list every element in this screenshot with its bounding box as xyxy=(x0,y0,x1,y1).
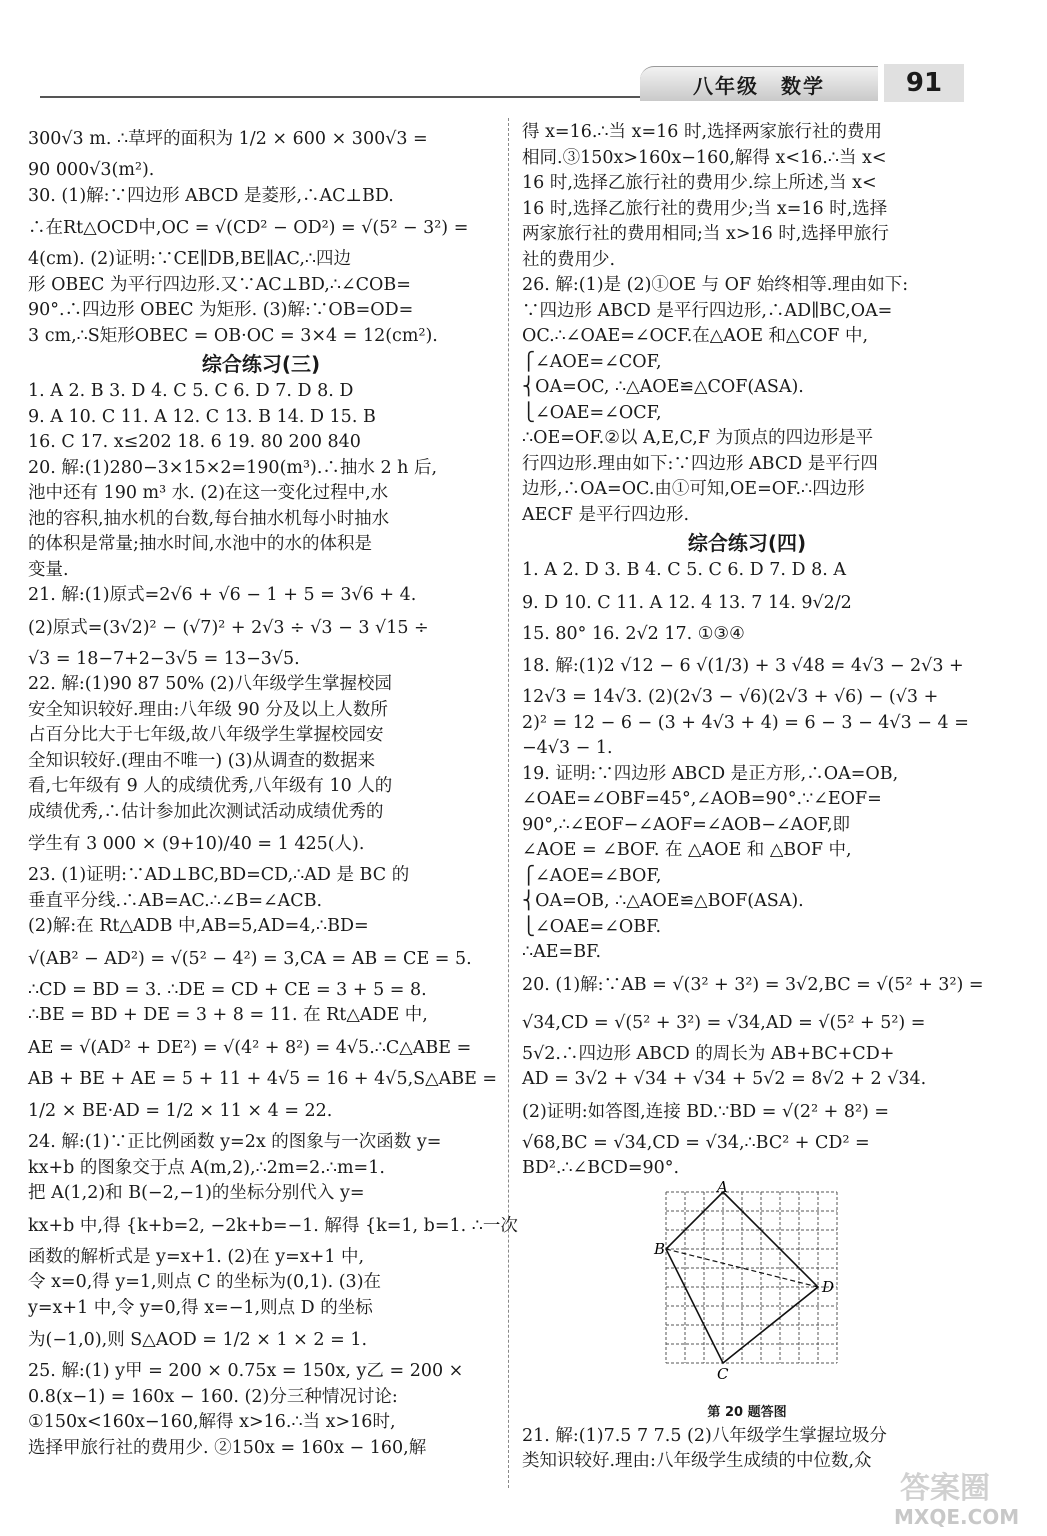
text-line: 15. 80° 16. 2√2 17. ①③④ xyxy=(522,623,745,644)
text-line: 两家旅行社的费用相同;当 x>16 时,选择甲旅行 xyxy=(522,224,889,244)
text-line: AE = √(AD² + DE²) = √(4² + 8²) = 4√5.∴C△ABE = xyxy=(28,1037,472,1058)
grade-label: 八年级 xyxy=(693,73,759,98)
text-line: AD = 3√2 + √34 + √34 + 5√2 = 8√2 + 2 √34. xyxy=(522,1069,927,1089)
text-line: 函数的解析式是 y=x+1. (2)在 y=x+1 中, xyxy=(28,1246,365,1267)
text-line: 把 A(1,2)和 B(−2,−1)的坐标分别代入 y= xyxy=(28,1183,365,1203)
text-line: 26. 解:(1)是 (2)①OE 与 OF 始终相等.理由如下: xyxy=(522,275,909,295)
text-line: 为(−1,0),则 S△AOD = 1/2 × 1 × 2 = 1. xyxy=(28,1330,368,1350)
text-line: 23. (1)证明:∵AD⊥BC,BD=CD,∴AD 是 BC 的 xyxy=(28,865,410,885)
text-line: 变量. xyxy=(28,559,69,580)
text-line: 类知识较好.理由:八年级学生成绩的中位数,众 xyxy=(522,1451,872,1471)
text-line: AB + BE + AE = 5 + 11 + 4√5 = 16 + 4√5,S△ABE = xyxy=(28,1068,498,1089)
text-line: 25. 解:(1) y甲 = 200 × 0.75x = 150x, y乙 = 200 × xyxy=(28,1361,464,1381)
text-line: 全知识较好.(理由不唯一) (3)从调查的数据来 xyxy=(28,750,376,771)
text-line: OC.∴∠OAE=∠OCF.在△AOE 和△COF 中, xyxy=(522,326,869,346)
text-line: kx+b 的图象交于点 A(m,2),∴2m=2.∴m=1. xyxy=(28,1157,385,1178)
text-line: 池中还有 190 m³ 水. (2)在这一变化过程中,水 xyxy=(28,483,389,503)
text-line: 3 cm,∴S矩形OBEC = OB·OC = 3×4 = 12(cm²). xyxy=(28,325,438,346)
text-line: 0.8(x−1) = 160x − 160. (2)分三种情况讨论: xyxy=(28,1386,398,1407)
text-line: 成绩优秀,∴估计参加此次测试活动成绩优秀的 xyxy=(28,801,384,822)
text-line: 1/2 × BE·AD = 1/2 × 11 × 4 = 22. xyxy=(28,1101,333,1121)
grid-quadrilateral-diagram xyxy=(654,1177,856,1392)
text-line: AECF 是平行四边形. xyxy=(522,504,690,525)
text-line: y=x+1 中,令 y=0,得 x=−1,则点 D 的坐标 xyxy=(28,1297,373,1318)
text-line: √3 = 18−7+2−3√5 = 13−3√5. xyxy=(28,648,300,669)
column-divider xyxy=(508,118,509,1488)
text-line: 行四边形.理由如下:∵四边形 ABCD 是平行四 xyxy=(522,453,878,474)
text-line: ⎩∠OAE=∠OCF, xyxy=(522,402,662,423)
text-line: 18. 解:(1)2 √12 − 6 √(1/3) + 3 √48 = 4√3 − 2√3 + xyxy=(522,656,964,676)
text-line: (2)证明:如答图,连接 BD.∵BD = √(2² + 8²) = xyxy=(522,1101,890,1122)
text-line: 的体积是常量;抽水时间,水池中的水的体积是 xyxy=(28,534,372,554)
text-line: 垂直平分线.∴AB=AC.∴∠B=∠ACB. xyxy=(28,890,323,911)
text-line: 4(cm). (2)证明:∵CE∥DB,BE∥AC,∴四边 xyxy=(28,249,352,269)
text-line: 90°,∴∠EOF−∠AOF=∠AOB−∠AOF,即 xyxy=(522,814,851,835)
text-line: 20. 解:(1)280−3×15×2=190(m³).∴抽水 2 h 后, xyxy=(28,457,438,478)
text-line: 相同.③150x>160x−160,解得 x<16.∴当 x< xyxy=(522,147,887,168)
watermark-url: MXQE.COM xyxy=(894,1505,1020,1529)
text-line: 令 x=0,得 y=1,则点 C 的坐标为(0,1). (3)在 xyxy=(28,1272,382,1292)
section-title: 综合练习(三) xyxy=(201,352,321,376)
text-line: 1. A 2. B 3. D 4. C 5. C 6. D 7. D 8. D xyxy=(28,381,354,401)
text-line: 安全知识较好.理由:八年级 90 分及以上人数所 xyxy=(28,699,388,720)
text-line: ∴AE=BF. xyxy=(522,942,602,962)
text-line: 社的费用少. xyxy=(522,249,616,270)
text-line: 9. D 10. C 11. A 12. 4 13. 7 14. 9√2/2 xyxy=(522,592,852,613)
text-line: 占百分比大于七年级,故八年级学生掌握校园安 xyxy=(28,725,384,745)
page-number: 91 xyxy=(884,64,964,102)
text-line: 看,七年级有 9 人的成绩优秀,八年级有 10 人的 xyxy=(28,776,393,796)
right-column xyxy=(522,120,984,1475)
text-line: 16 时,选择乙旅行社的费用少.综上所述,当 x< xyxy=(522,173,877,193)
text-line: 21. 解:(1)原式=2√6 + √6 − 1 + 5 = 3√6 + 4. xyxy=(28,585,417,605)
text-line: 90°.∴四边形 OBEC 为矩形. (3)解:∵OB=OD= xyxy=(28,300,414,320)
section-title: 综合练习(四) xyxy=(687,531,807,555)
text-line: ⎨OA=OB, ∴△AOE≌△BOF(ASA). xyxy=(522,891,804,911)
text-line: 16. C 17. x≤202 18. 6 19. 80 200 840 xyxy=(28,432,361,452)
text-line: (2)解:在 Rt△ADB 中,AB=5,AD=4,∴BD= xyxy=(28,916,369,936)
text-line: √34,CD = √(5² + 3²) = √34,AD = √(5² + 5²) = xyxy=(522,1012,926,1033)
text-line: ⎧∠AOE=∠BOF, xyxy=(522,865,662,886)
figure-caption: 第 20 题答图 xyxy=(707,1404,787,1420)
answer-figure-20 xyxy=(522,1177,972,1402)
text-line: 形 OBEC 为平行四边形.又∵AC⊥BD,∴∠COB= xyxy=(28,274,411,295)
text-line: 2)² = 12 − 6 − (3 + 4√3 + 4) = 6 − 3 − 4√3 − 4 = xyxy=(522,712,969,733)
text-line: 90 000√3(m²). xyxy=(28,160,155,180)
text-line: ⎧∠AOE=∠COF, xyxy=(522,351,662,372)
text-line: √(AB² − AD²) = √(5² − 4²) = 3,CA = AB = CE = 5. xyxy=(28,948,472,969)
text-line: 24. 解:(1)∵正比例函数 y=2x 的图象与一次函数 y= xyxy=(28,1132,442,1152)
text-line: 学生有 3 000 × (9+10)/40 = 1 425(人). xyxy=(28,834,365,854)
watermark-logo xyxy=(880,1460,1040,1530)
grade-subject-tab xyxy=(640,66,878,101)
text-line: (2)原式=(3√2)² − (√7)² + 2√3 ÷ √3 − 3 √15 ÷ xyxy=(28,617,429,638)
text-line: ∵四边形 ABCD 是平行四边形,∴AD∥BC,OA= xyxy=(522,300,893,321)
subject-label: 数学 xyxy=(781,73,825,98)
text-line: ⎨OA=OC, ∴△AOE≌△COF(ASA). xyxy=(522,377,804,397)
text-line: 选择甲旅行社的费用少. ②150x = 160x − 160,解 xyxy=(28,1437,427,1458)
text-line: 300√3 m. ∴草坪的面积为 1/2 × 600 × 300√3 = xyxy=(28,129,428,149)
text-line: 21. 解:(1)7.5 7 7.5 (2)八年级学生掌握垃圾分 xyxy=(522,1425,887,1446)
text-line: −4√3 − 1. xyxy=(522,738,613,758)
text-line: 22. 解:(1)90 87 50% (2)八年级学生掌握校园 xyxy=(28,674,392,694)
text-line: 得 x=16.∴当 x=16 时,选择两家旅行社的费用 xyxy=(522,122,883,142)
text-line: 16 时,选择乙旅行社的费用少;当 x=16 时,选择 xyxy=(522,198,888,219)
text-line: 20. (1)解:∵AB = √(3² + 3²) = 3√2,BC = √(5² + 3²) = xyxy=(522,974,984,995)
left-column xyxy=(28,120,518,1461)
header-rule xyxy=(40,96,680,98)
text-line: √68,BC = √34,CD = √34,∴BC² + CD² = xyxy=(522,1132,870,1153)
watermark-text: 答案圈 xyxy=(900,1471,990,1506)
text-line: ∴OE=OF.②以 A,E,C,F 为顶点的四边形是平 xyxy=(522,428,874,448)
text-line: 边形,∴OA=OC.由①可知,OE=OF.∴四边形 xyxy=(522,479,865,499)
text-line: ∠OAE=∠OBF=45°,∠AOB=90°.∵∠EOF= xyxy=(522,789,882,809)
label-a: A xyxy=(717,1177,728,1196)
label-c: C xyxy=(717,1364,729,1383)
text-line: 30. (1)解:∵四边形 ABCD 是菱形,∴AC⊥BD. xyxy=(28,185,394,206)
text-line: ⎩∠OAE=∠OBF. xyxy=(522,916,662,937)
text-line: ∴在Rt△OCD中,OC = √(CD² − OD²) = √(5² − 3²) = xyxy=(28,218,469,238)
text-line: ①150x<160x−160,解得 x>16.∴当 x>16时, xyxy=(28,1412,396,1432)
label-d: D xyxy=(822,1277,835,1296)
text-line: kx+b 中,得 {k+b=2, −2k+b=−1. 解得 {k=1, b=1. ∴一次 xyxy=(28,1215,518,1236)
text-line: 9. A 10. C 11. A 12. C 13. B 14. D 15. B xyxy=(28,406,376,427)
label-b: B xyxy=(654,1239,666,1258)
text-line: BD².∴∠BCD=90°. xyxy=(522,1158,680,1178)
text-line: 19. 证明:∵四边形 ABCD 是正方形,∴OA=OB, xyxy=(522,763,899,784)
text-line: ∴BE = BD + DE = 3 + 8 = 11. 在 Rt△ADE 中, xyxy=(28,1005,428,1025)
text-line: 1. A 2. D 3. B 4. C 5. C 6. D 7. D 8. A xyxy=(522,560,847,580)
text-line: ∠AOE = ∠BOF. 在 △AOE 和 △BOF 中, xyxy=(522,840,852,860)
text-line: ∴CD = BD = 3. ∴DE = CD + CE = 3 + 5 = 8. xyxy=(28,979,427,1000)
text-line: 池的容积,抽水机的台数,每台抽水机每小时抽水 xyxy=(28,508,390,529)
text-line: 5√2.∴四边形 ABCD 的周长为 AB+BC+CD+ xyxy=(522,1043,895,1064)
text-line: 12√3 = 14√3. (2)(2√3 − √6)(2√3 + √6) − (√3 + xyxy=(522,687,939,707)
